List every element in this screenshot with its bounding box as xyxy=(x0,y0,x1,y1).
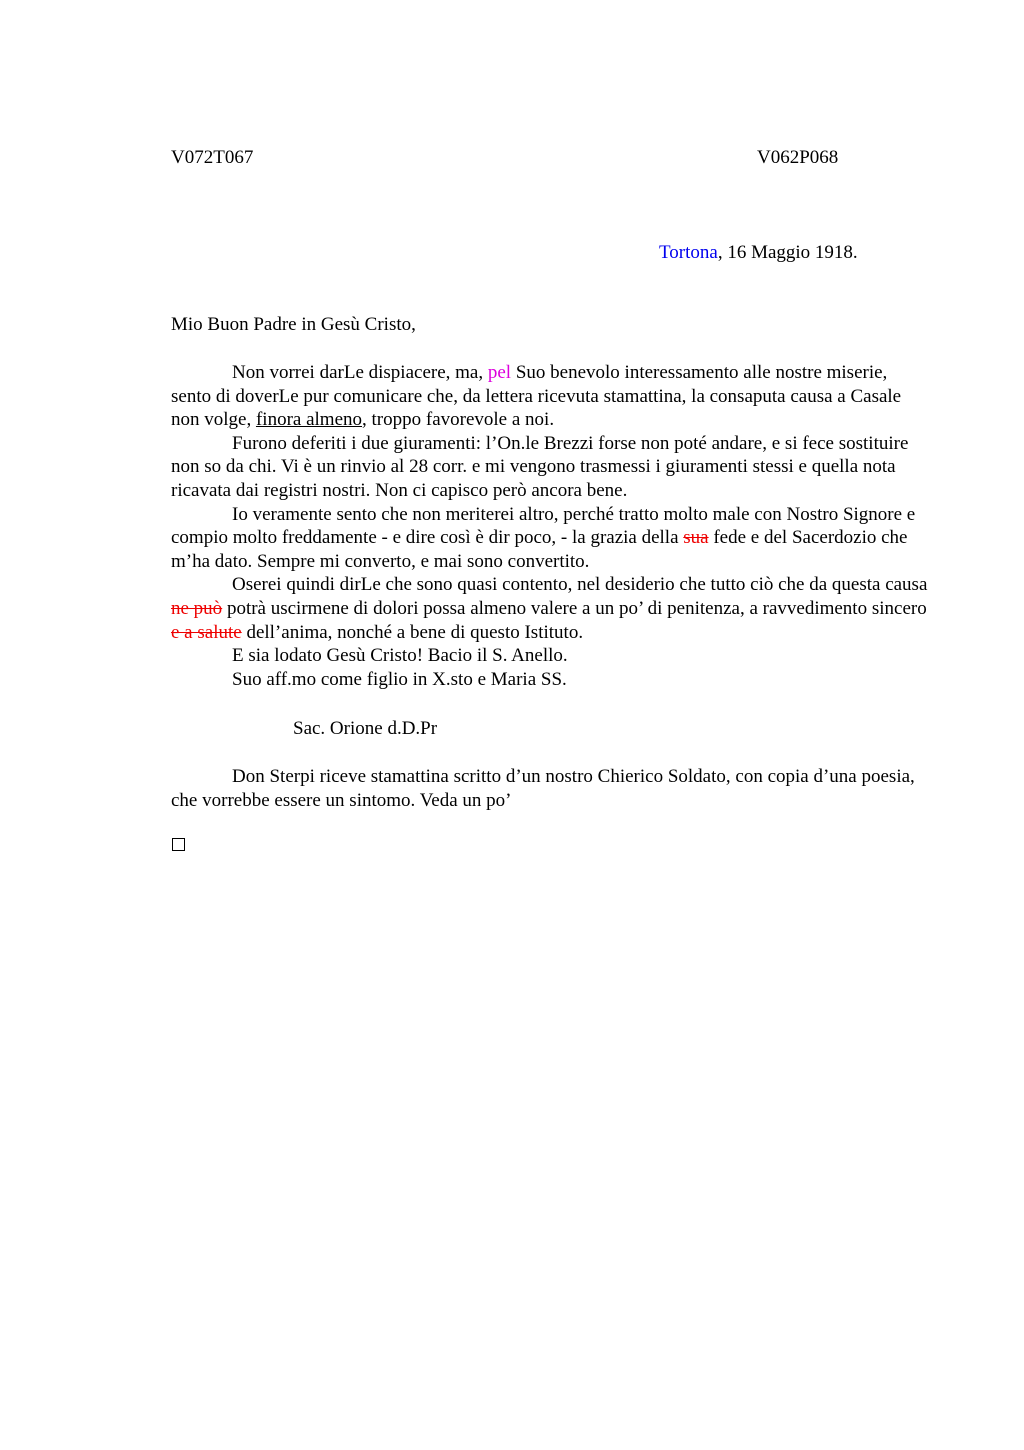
document-code-left: V072T067 xyxy=(171,147,254,168)
paragraph-1 xyxy=(171,361,931,432)
paragraph-1-text-c: , troppo favorevole a noi. xyxy=(362,409,555,431)
salutation: Mio Buon Padre in Gesù Cristo, xyxy=(171,314,416,335)
empty-checkbox-glyph xyxy=(172,838,185,851)
letter-body xyxy=(171,361,931,691)
paragraph-4-text-c: dell’anima, nonché a bene di questo Istituto. xyxy=(241,621,584,643)
paragraph-1-text-a: Non vorrei darLe dispiacere, ma, xyxy=(232,362,488,383)
postscript: Don Sterpi riceve stamattina scritto d’un nostro Chierico Soldato, con copia d’una poesia, che vorrebbe essere un sintomo. Veda un po’ xyxy=(171,766,915,811)
paragraph-4-text-a: Oserei quindi dirLe che sono quasi contento, nel desiderio che tutto ciò che da questa causa xyxy=(232,574,928,596)
paragraph-3 xyxy=(171,503,931,574)
dateline-date: , 16 Maggio 1918. xyxy=(717,242,858,263)
struck-word: sua xyxy=(683,527,709,549)
paragraph-3-text-b: fede e del Sacerdozio che m’ha dato. Sempre mi converto, e mai sono convertito. xyxy=(171,527,908,572)
paragraph-2: Furono deferiti i due giuramenti: l’On.le Brezzi forse non poté andare, e si fece sostituire non so da chi. Vi è un rinvio al 28 corr. e mi vengono trasmessi i giuramenti stessi e quella nota ricavata dai registri nostri. Non ci capisco però ancora bene. xyxy=(171,432,909,501)
paragraph-4-text-b: potrà uscirmene di dolori possa almeno valere a un po’ di penitenza, a ravvedimento sincero xyxy=(222,597,927,619)
closing-blessing: E sia lodato Gesù Cristo! Bacio il S. Anello. xyxy=(232,645,568,667)
document-code-right: V062P068 xyxy=(757,147,839,168)
underlined-phrase: finora almeno xyxy=(255,409,363,431)
struck-phrase-2: e a salute xyxy=(171,621,242,643)
paragraph-3-text-a: Io veramente sento che non meriterei altro, perché tratto molto male con Nostro Signore e compio molto freddamente - e dire così è dir poco, - la grazia della xyxy=(171,503,916,549)
dateline-place: Tortona xyxy=(659,242,718,263)
struck-phrase-1: ne può xyxy=(171,597,223,619)
paragraph-1-text-b: Suo benevolo interessamento alle nostre miserie, sento di doverLe pur comunicare che, da lettera ricevuta stamattina, la consaputa causa a Casale non volge, xyxy=(171,362,902,431)
dateline xyxy=(659,241,858,265)
paragraph-4 xyxy=(171,573,931,644)
highlighted-word: pel xyxy=(487,362,512,383)
closing-valediction: Suo aff.mo come figlio in X.sto e Maria SS. xyxy=(232,668,567,690)
signature: Sac. Orione d.D.Pr xyxy=(293,718,438,739)
